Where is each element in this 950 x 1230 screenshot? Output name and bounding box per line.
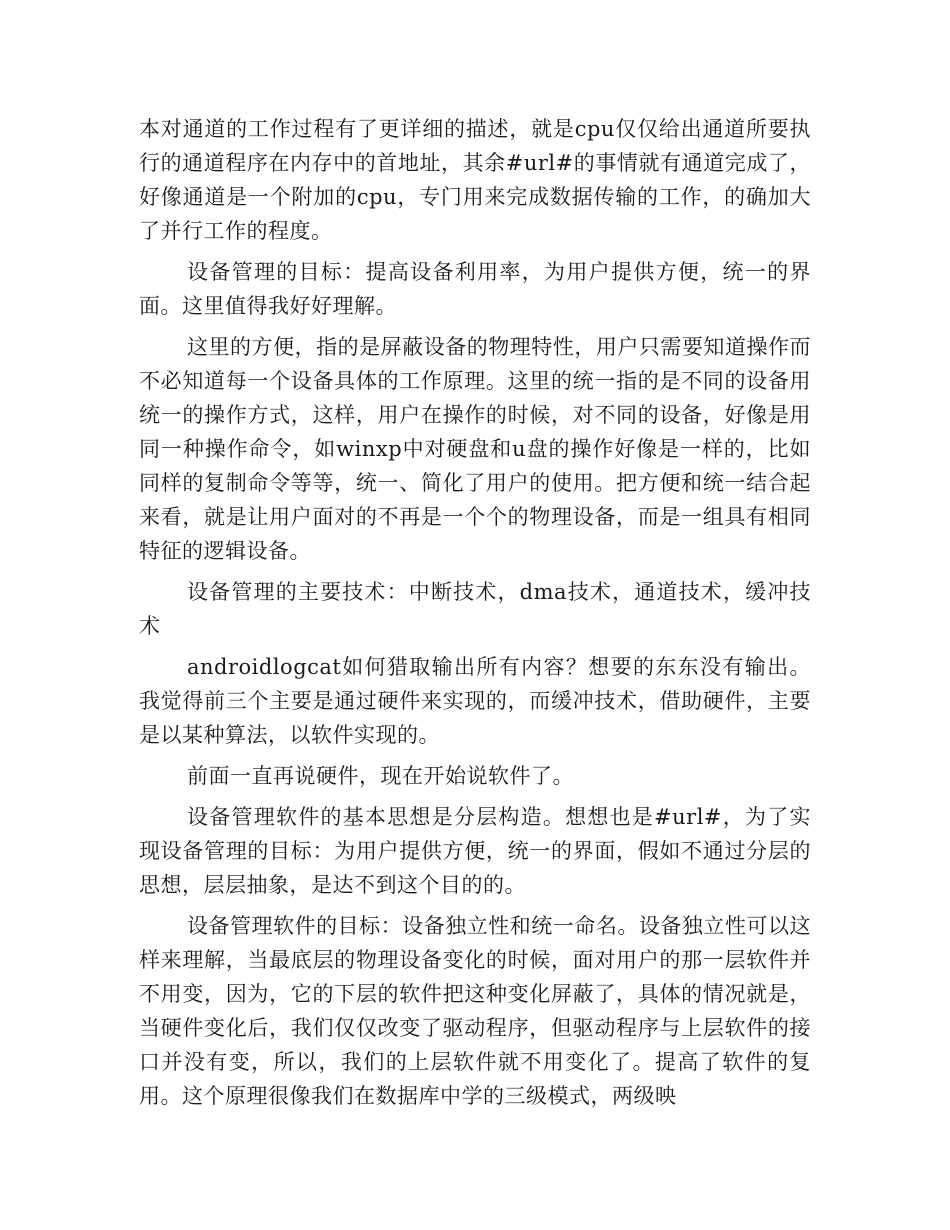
- paragraph: 本对通道的工作过程有了更详细的描述，就是cpu仅仅给出通道所要执行的通道程序在内存中的首地址，其余#url#的事情就有通道完成了，好像通道是一个附加的cpu，专门用来完成数据传输的工作，的确加大了并行工作的程度。: [139, 117, 811, 243]
- paragraph: 前面一直再说硬件，现在开始说软件了。: [187, 764, 574, 788]
- paragraph: androidlogcat如何猎取输出所有内容？想要的东东没有输出。我觉得前三个主要是通过硬件来实现的，而缓冲技术，借助硬件，主要是以某种算法，以软件实现的。: [139, 655, 811, 747]
- paragraph: 设备管理的目标：提高设备利用率，为用户提供方便，统一的界面。这里值得我好好理解。: [139, 260, 811, 318]
- document-page: [139, 112, 811, 1120]
- paragraph: 设备管理软件的目标：设备独立性和统一命名。设备独立性可以这样来理解，当最底层的物理设备变化的时候，面对用户的那一层软件并不用变，因为，它的下层的软件把这种变化屏蔽了，具体的情况就是，当硬件变化后，我们仅仅改变了驱动程序，但驱动程序与上层软件的接口并没有变，所以，我们的上层软件就不用变化了。提高了软件的复用。这个原理很像我们在数据库中学的三级模式，两级映: [139, 914, 811, 1108]
- paragraph: 设备管理的主要技术：中断技术，dma技术，通道技术，缓冲技术: [139, 580, 811, 638]
- paragraph: 这里的方便，指的是屏蔽设备的物理特性，用户只需要知道操作而不必知道每一个设备具体的工作原理。这里的统一指的是不同的设备用统一的操作方式，这样，用户在操作的时候，对不同的设备，好像是用同一种操作命令，如winxp中对硬盘和u盘的操作好像是一样的，比如同样的复制命令等等，统一、简化了用户的使用。把方便和统一结合起来看，就是让用户面对的不再是一个个的物理设备，而是一组具有相同特征的逻辑设备。: [139, 335, 811, 563]
- paragraph: 设备管理软件的基本思想是分层构造。想想也是#url#，为了实现设备管理的目标：为用户提供方便，统一的界面，假如不通过分层的思想，层层抽象，是达不到这个目的的。: [139, 805, 811, 897]
